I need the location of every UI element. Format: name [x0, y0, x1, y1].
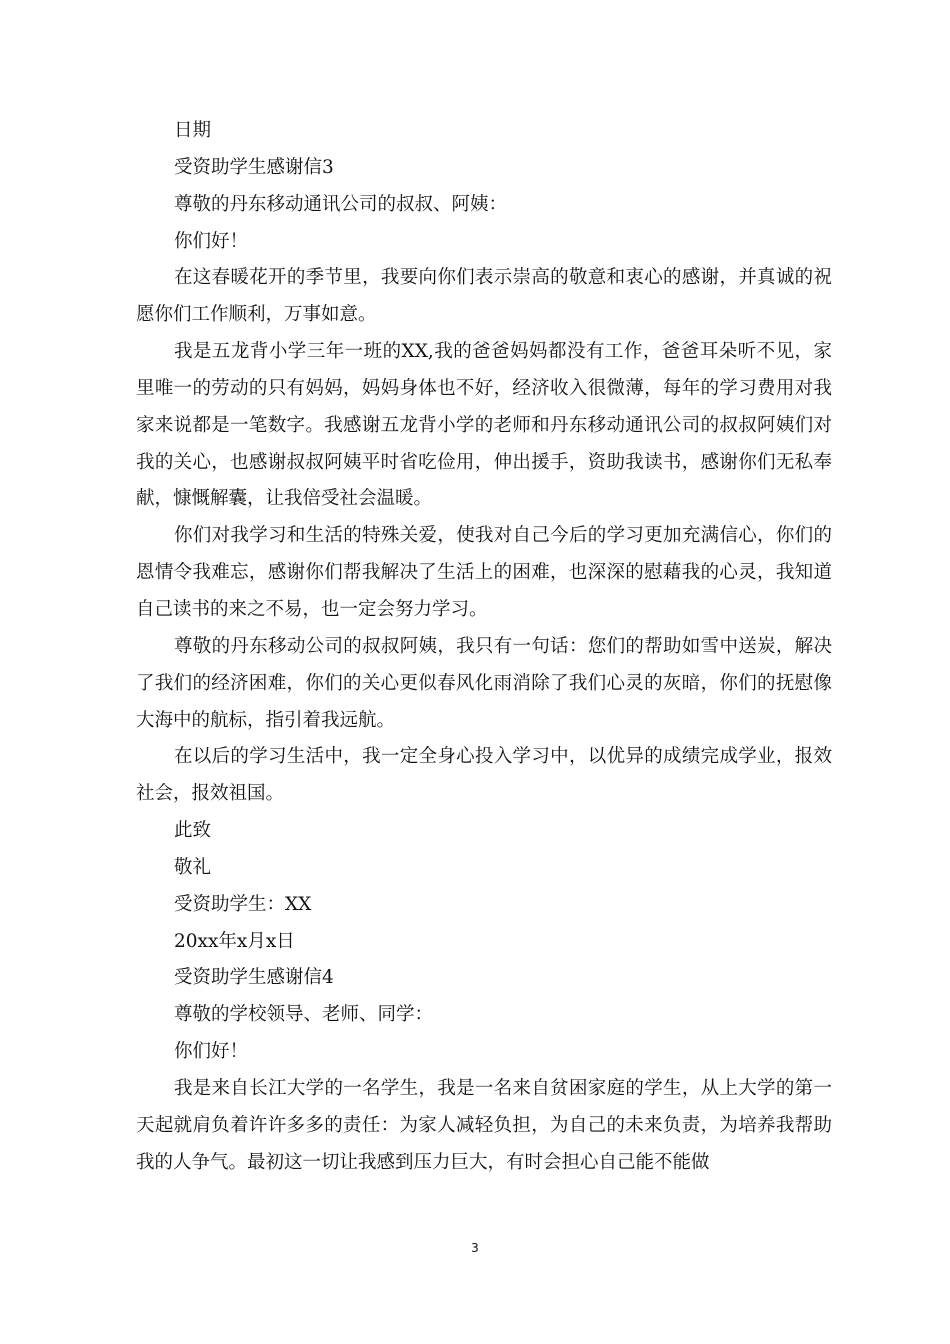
letter-body — [136, 113, 832, 1181]
paragraph-intro: 我是来自长江大学的一名学生，我是一名来自贫困家庭的学生，从上大学的第一天起就肩负着许许多多的责任：为家人减轻负担，为自己的未来负责，为培养我帮助我的人争气。最初这一切让我感到压力巨大，有时会担心自己能不能做 — [136, 1077, 832, 1173]
paragraph-help: 尊敬的丹东移动公司的叔叔阿姨，我只有一句话：您们的帮助如雪中送炭，解决了我们的经济困难，你们的关心更似春风化雨消除了我们心灵的灰暗，你们的抚慰像大海中的航标，指引着我远航。 — [136, 635, 832, 731]
signature-student: 受资助学生：XX — [174, 893, 312, 915]
salutation-letter-3: 尊敬的丹东移动通讯公司的叔叔、阿姨： — [174, 193, 508, 215]
signature-date: 20xx年x月x日 — [174, 930, 295, 952]
paragraph-thanks: 在这春暖花开的季节里，我要向你们表示崇高的敬意和衷心的感谢，并真诚的祝愿你们工作顺利，万事如意。 — [136, 267, 832, 326]
page-number: 3 — [471, 1241, 479, 1255]
greeting-letter-3: 你们好！ — [174, 230, 249, 252]
paragraph-family: 我是五龙背小学三年一班的XX,我的爸爸妈妈都没有工作，爸爸耳朵听不见，家里唯一的劳动的只有妈妈，妈妈身体也不好，经济收入很微薄，每年的学习费用对我家来说都是一笔数字。我感谢五龙背小学的老师和丹东移动通讯公司的叔叔阿姨们对我的关心，也感谢叔叔阿姨平时省吃俭用，伸出援手，资助我读书，感谢你们无私奉献，慷慨解囊，让我倍受社会温暖。 — [136, 341, 832, 510]
salutation-letter-4: 尊敬的学校领导、老师、同学： — [174, 1004, 434, 1026]
paragraph-care: 你们对我学习和生活的特殊关爱，使我对自己今后的学习更加充满信心，你们的恩情令我难忘，感谢你们帮我解决了生活上的困难，也深深的慰藉我的心灵，我知道自己读书的来之不易，也一定会努力学习。 — [136, 525, 832, 620]
paragraph-date: 日期 — [174, 120, 212, 141]
greeting-letter-4: 你们好！ — [174, 1041, 249, 1063]
closing-cizhi: 此致 — [174, 820, 212, 842]
paragraph-promise: 在以后的学习生活中，我一定全身心投入学习中，以优异的成绩完成学业，报效社会，报效祖国。 — [136, 746, 832, 805]
closing-jingli: 敬礼 — [174, 856, 212, 878]
heading-letter-4: 受资助学生感谢信4 — [174, 967, 334, 989]
heading-letter-3: 受资助学生感谢信3 — [174, 156, 334, 178]
